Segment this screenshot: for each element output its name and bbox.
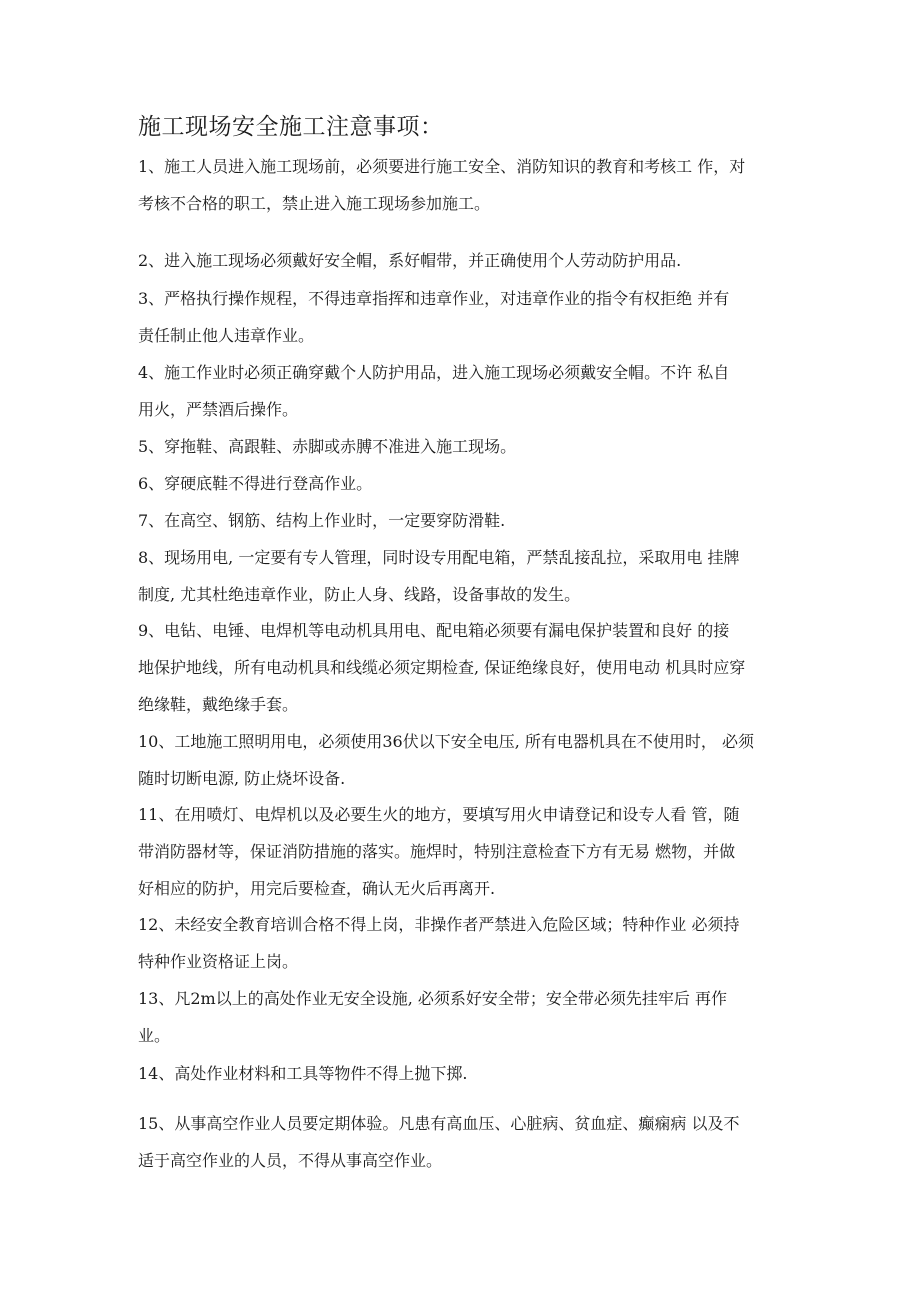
list-item xyxy=(138,148,788,222)
item-line: 7、在高空、钢筋、结构上作业时，一定要穿防滑鞋. xyxy=(138,511,506,530)
item-line: 好相应的防护，用完后要检查，确认无火后再离开. xyxy=(138,879,496,898)
item-line: 6、穿硬底鞋不得进行登高作业。 xyxy=(138,474,373,493)
list-item xyxy=(138,539,788,613)
item-line: 带消防器材等，保证消防措施的落实。施焊时，特别注意检查下方有无易 燃物，并做 xyxy=(138,842,736,861)
item-line: 10、工地施工照明用电，必须使用36伏以下安全电压, 所有电器机具在不使用时， 必须 xyxy=(138,732,754,751)
item-line: 地保护地线，所有电动机具和线缆必须定期检查, 保证绝缘良好，使用电动 机具时应穿 xyxy=(138,658,746,677)
list-item xyxy=(138,502,788,539)
item-line: 随时切断电源, 防止烧坏设备. xyxy=(138,769,346,788)
list-item xyxy=(138,723,788,797)
list-item xyxy=(138,465,788,502)
item-line: 5、穿拖鞋、高跟鞋、赤脚或赤膊不准进入施工现场。 xyxy=(138,437,517,456)
item-line: 3、严格执行操作规程，不得违章指挥和违章作业，对违章作业的指令有权拒绝 并有 xyxy=(138,289,730,308)
list-item xyxy=(138,980,788,1054)
item-line: 15、从事高空作业人员要定期体验。凡患有高血压、心脏病、贫血症、癫痫病 以及不 xyxy=(138,1114,740,1133)
item-line: 8、现场用电, 一定要有专人管理，同时设专用配电箱，严禁乱接乱拉，采取用电 挂牌 xyxy=(138,548,740,567)
list-item xyxy=(138,906,788,980)
item-line: 制度, 尤其杜绝违章作业，防止人身、线路，设备事故的发生。 xyxy=(138,585,581,604)
item-line: 2、进入施工现场必须戴好安全帽，系好帽带，并正确使用个人劳动防护用品. xyxy=(138,251,682,270)
item-line: 特种作业资格证上岗。 xyxy=(138,952,299,971)
item-line: 13、凡2m以上的高处作业无安全设施, 必须系好安全带；安全带必须先挂牢后 再作 xyxy=(138,989,727,1008)
item-line: 业。 xyxy=(138,1026,171,1045)
item-line: 11、在用喷灯、电焊机以及必要生火的地方，要填写用火申请登记和设专人看 管，随 xyxy=(138,805,740,824)
list-item xyxy=(138,612,788,723)
item-line: 用火，严禁酒后操作。 xyxy=(138,400,299,419)
list-item xyxy=(138,242,788,279)
item-line: 考核不合格的职工，禁止进入施工现场参加施工。 xyxy=(138,194,491,213)
item-line: 9、电钻、电锤、电焊机等电动机具用电、配电箱必须要有漏电保护装置和良好 的接 xyxy=(138,621,730,640)
item-line: 4、施工作业时必须正确穿戴个人防护用品，进入施工现场必须戴安全帽。不许 私自 xyxy=(138,363,730,382)
list-item xyxy=(138,354,788,428)
document-title: 施工现场安全施工注意事项： xyxy=(138,114,444,140)
list-item xyxy=(138,1105,788,1179)
item-line: 14、高处作业材料和工具等物件不得上抛下掷. xyxy=(138,1064,468,1083)
list-item xyxy=(138,428,788,465)
item-line: 适于高空作业的人员，不得从事高空作业。 xyxy=(138,1151,443,1170)
item-line: 12、未经安全教育培训合格不得上岗，非操作者严禁进入危险区域；特种作业 必须持 xyxy=(138,915,740,934)
item-line: 责任制止他人违章作业。 xyxy=(138,326,315,345)
list-item xyxy=(138,796,788,907)
item-line: 1、施工人员进入施工现场前，必须要进行施工安全、消防知识的教育和考核工 作，对 xyxy=(138,157,746,176)
item-line: 绝缘鞋，戴绝缘手套。 xyxy=(138,695,299,714)
list-item xyxy=(138,1055,788,1092)
list-item xyxy=(138,280,788,354)
